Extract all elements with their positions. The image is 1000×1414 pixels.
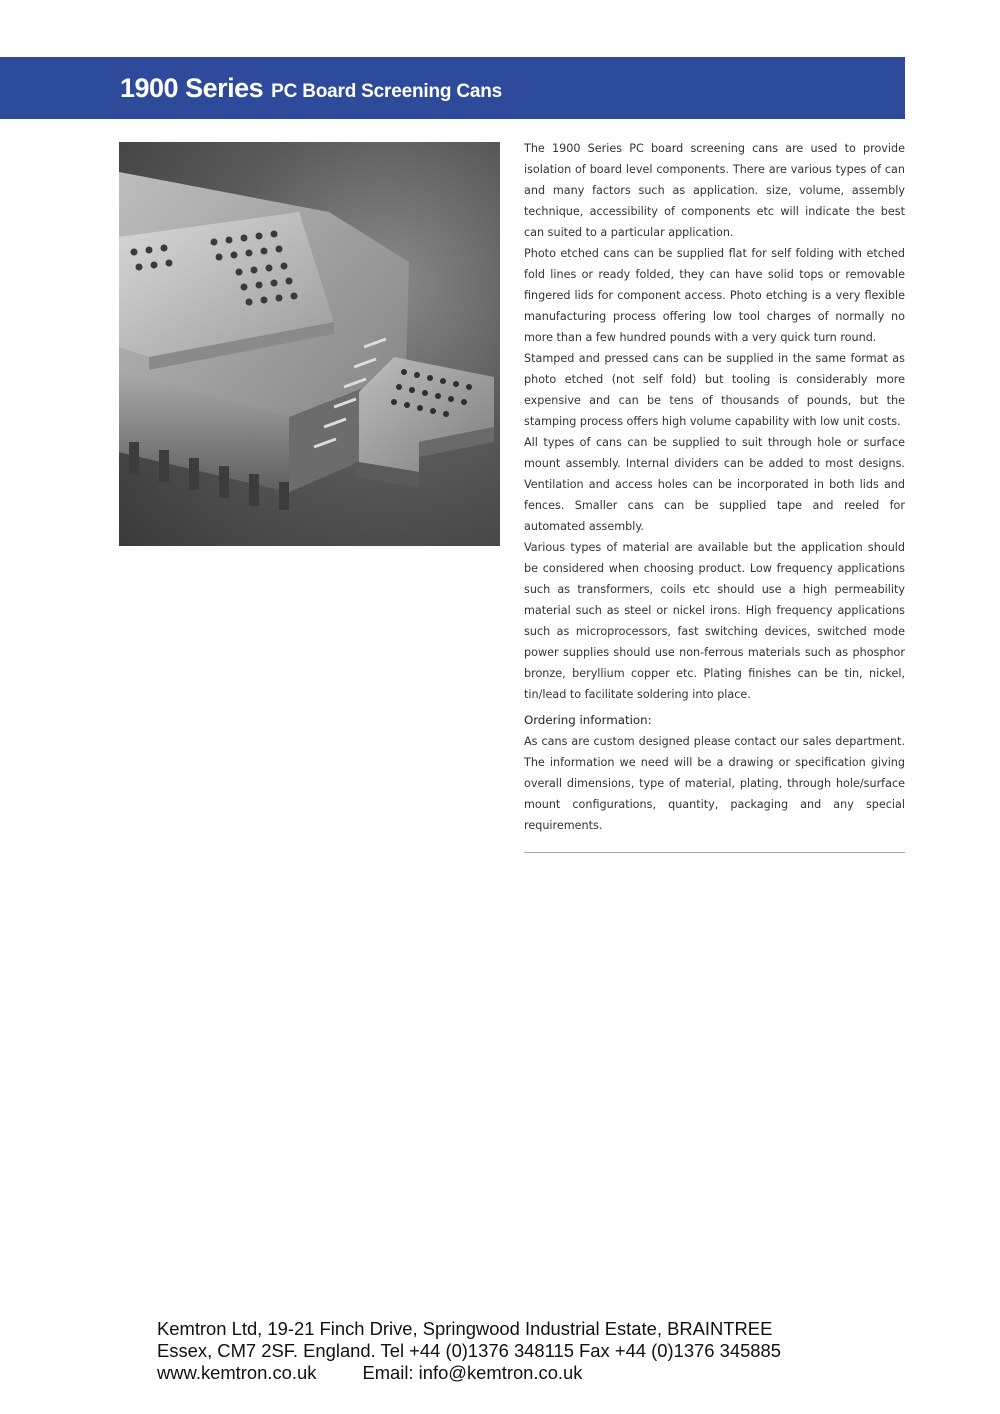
series-name: 1900 Series — [120, 73, 264, 103]
paragraph-photo-etched: Photo etched cans can be supplied flat for self folding with etched fold lines or ready folded, they can have solid tops or removable fingered lids for component access. Photo etching is a very flexible manufacturing process offering low tool charges of normally no more than a few hundred pounds with a very quick turn round. — [524, 247, 905, 344]
description-column — [524, 138, 905, 836]
ordering-text: As cans are custom designed please contact our sales department. The information we need will be a drawing or specification giving overall dimensions, type of material, plating, through hole/surface mount configurations, quantity, packaging and any special requirements. — [524, 735, 905, 832]
ordering-heading: Ordering information: — [524, 713, 652, 727]
paragraph-intro: The 1900 Series PC board screening cans are used to provide isolation of board level components. There are various types of can and many factors such as application. size, volume, assembly technique, accessibility of components etc will indicate the best can suited to a particular application. — [524, 142, 905, 239]
page-title — [120, 73, 502, 104]
website-link[interactable]: www.kemtron.co.uk — [157, 1362, 317, 1383]
paragraph-materials: Various types of material are available but the application should be considered when choosing product. Low frequency applications such as transformers, coils etc should use a high permeability material such as steel or nickel irons. High frequency applications such as microprocessors, fast switching devices, switched mode power supplies should use non-ferrous materials such as phosphor bronze, beryllium copper etc. Plating finishes can be tin, nickel, tin/lead to facilitate soldering into place. — [524, 541, 905, 701]
company-footer — [157, 1318, 781, 1384]
address-line-2: Essex, CM7 2SF. England. Tel +44 (0)1376 348115 Fax +44 (0)1376 345885 — [157, 1340, 781, 1361]
title-banner — [0, 57, 905, 119]
product-photo — [119, 142, 500, 546]
paragraph-mounting: All types of cans can be supplied to suit through hole or surface mount assembly. Internal dividers can be added to most designs. Ventilation and access holes can be incorporated in both lids and fences. Smaller cans can be supplied tape and reeled for automated assembly. — [524, 436, 905, 533]
email-link[interactable]: Email: info@kemtron.co.uk — [362, 1362, 583, 1383]
section-divider — [524, 852, 905, 853]
address-line-1: Kemtron Ltd, 19-21 Finch Drive, Springwood Industrial Estate, BRAINTREE — [157, 1318, 773, 1339]
product-subtitle: PC Board Screening Cans — [271, 81, 502, 102]
contact-line — [157, 1362, 781, 1384]
paragraph-stamped: Stamped and pressed cans can be supplied in the same format as photo etched (not self fold) but tooling is considerably more expensive and can be tens of thousands of pounds, but the stamping process offers high volume capability with low unit costs. — [524, 352, 905, 428]
